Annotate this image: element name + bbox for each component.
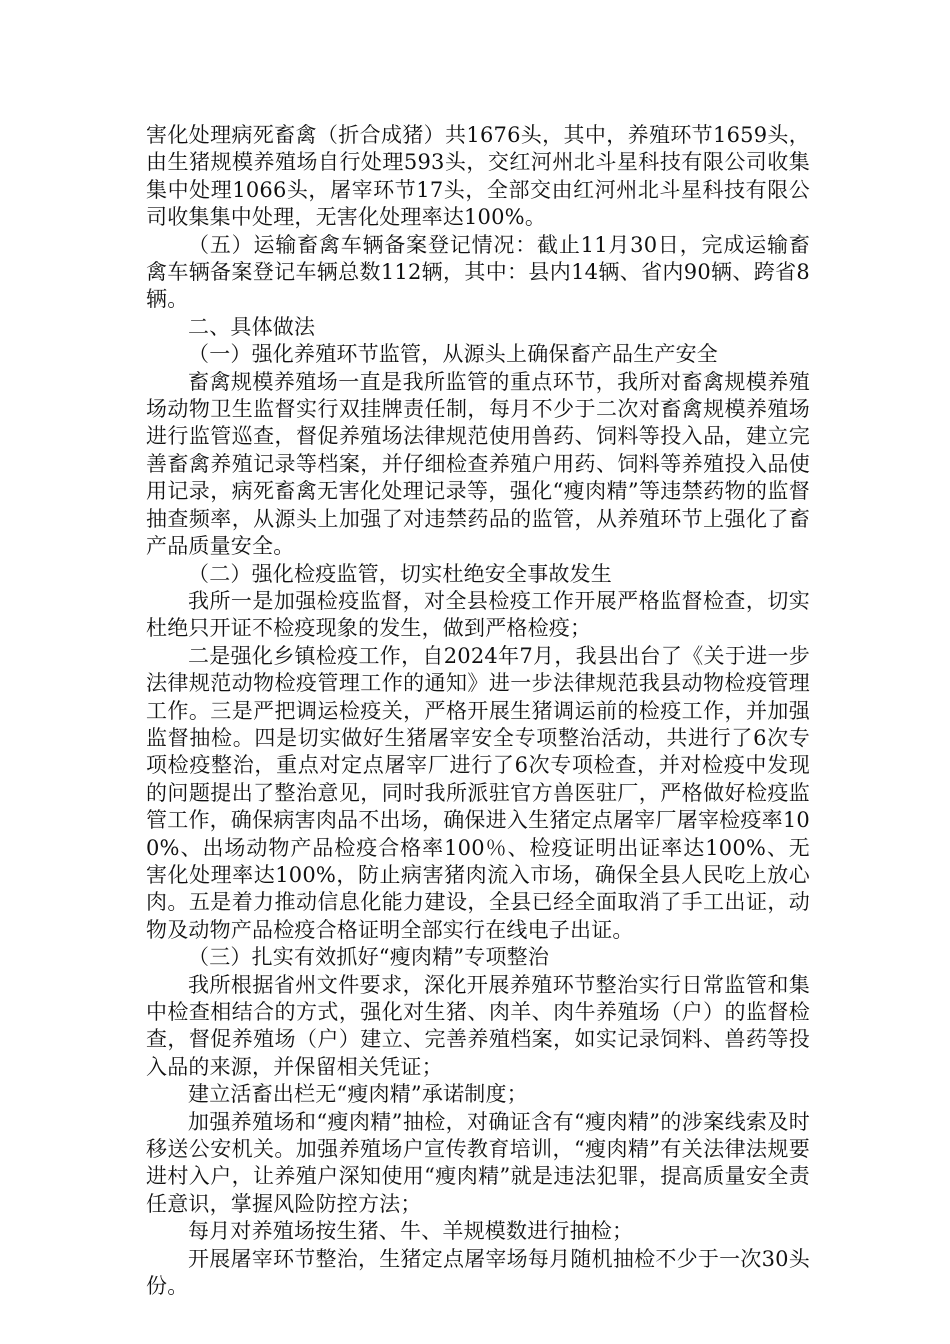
paragraph-slaughter-rectification: 开展屠宰环节整治，生猪定点屠宰场每月随机抽检不少于一次30头份。	[146, 1246, 810, 1299]
subheading-breeding-supervision: （一）强化养殖环节监管，从源头上确保畜产品生产安全	[188, 342, 718, 367]
paragraph-clenbuterol-inspection: 我所根据省州文件要求，深化开展养殖环节整治实行日常监管和集中检查相结合的方式，强化对生猪、肉羊、肉牛养殖场（户）的监督检查，督促养殖场（户）建立、完善养殖档案，如实记录饲料、兽药等投入品的来源，并保留相关凭证；	[146, 972, 810, 1079]
paragraph-monthly-sampling: 每月对养殖场按生猪、牛、羊规模数进行抽检；	[188, 1219, 634, 1244]
section-heading-measures: 二、具体做法	[188, 314, 316, 339]
paragraph-quarantine-first: 我所一是加强检疫监督，对全县检疫工作开展严格监督检查，切实杜绝只开证不检疫现象的发生，做到严格检疫；	[146, 588, 810, 641]
paragraph-quarantine-rest: 二是强化乡镇检疫工作，自2024年7月，我县出台了《关于进一步法律规范动物检疫管理工作的通知》进一步法律规范我县动物检疫管理工作。三是严把调运检疫关，严格开展生猪调运前的检疫工作，并加强监督抽检。四是切实做好生猪屠宰安全专项整治活动，共进行了6次专项检疫整治，重点对定点屠宰厂进行了6次专项检查，并对检疫中发现的问题提出了整治意见，同时我所派驻官方兽医驻厂，严格做好检疫监管工作，确保病害肉品不出场，确保进入生猪定点屠宰厂屠宰检疫率100%、出场动物产品检疫合格率100％、检疫证明出证率达100%、无害化处理率达100%，防止病害猪肉流入市场，确保全县人民吃上放心肉。五是着力推动信息化能力建设，全县已经全面取消了手工出证，动物及动物产品检疫合格证明全部实行在线电子出证。	[146, 643, 810, 942]
subheading-clenbuterol-campaign: （三）扎实有效抓好“瘦肉精”专项整治	[188, 945, 550, 970]
paragraph-commitment-system: 建立活畜出栏无“瘦肉精”承诺制度；	[188, 1082, 528, 1107]
subheading-quarantine-supervision: （二）强化检疫监管，切实杜绝安全事故发生	[188, 561, 612, 586]
document-body	[146, 122, 810, 1300]
paragraph-sampling-training: 加强养殖场和“瘦肉精”抽检，对确证含有“瘦肉精”的涉案线索及时移送公安机关。加强养殖场户宣传教育培训，“瘦肉精”有关法律法规要进村入户，让养殖户深知使用“瘦肉精”就是违法犯罪，提高质量安全责任意识，掌握风险防控方法；	[146, 1109, 810, 1216]
paragraph-vehicle-registration: （五）运输畜禽车辆备案登记情况：截止11月30日，完成运输畜禽车辆备案登记车辆总数112辆，其中：县内14辆、省内90辆、跨省8辆。	[146, 232, 810, 312]
paragraph-harmless-treatment: 害化处理病死畜禽（折合成猪）共1676头，其中，养殖环节1659头，由生猪规模养殖场自行处理593头，交红河州北斗星科技有限公司收集集中处理1066头，屠宰环节17头，全部交由红河州北斗星科技有限公司收集集中处理，无害化处理率达100%。	[146, 123, 810, 230]
paragraph-breeding-supervision: 畜禽规模养殖场一直是我所监管的重点环节，我所对畜禽规模养殖场动物卫生监督实行双挂牌责任制，每月不少于二次对畜禽规模养殖场进行监管巡查，督促养殖场法律规范使用兽药、饲料等投入品，建立完善畜禽养殖记录等档案，并仔细检查养殖户用药、饲料等养殖投入品使用记录，病死畜禽无害化处理记录等，强化“瘦肉精”等违禁药物的监督抽查频率，从源头上加强了对违禁药品的监管，从养殖环节上强化了畜产品质量安全。	[146, 369, 810, 559]
